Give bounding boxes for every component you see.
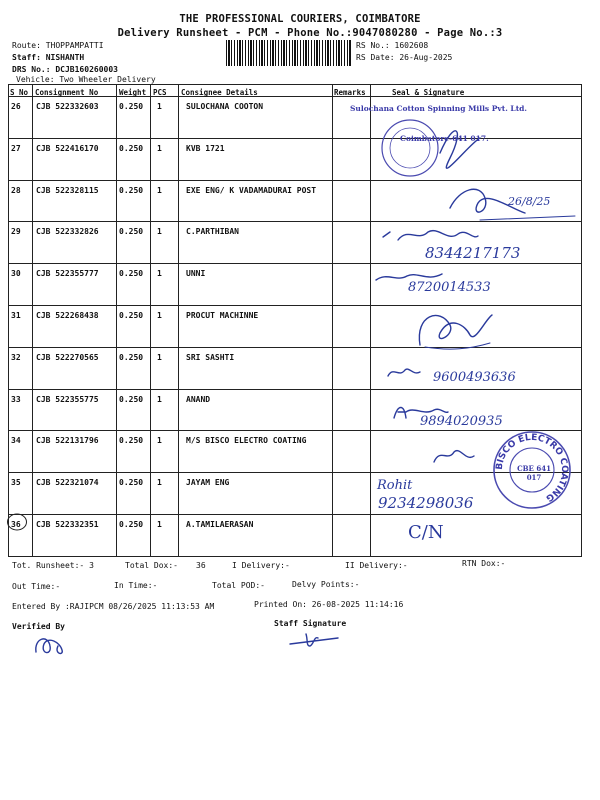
row-pcs: 1	[157, 436, 162, 446]
out-time: Out Time:-	[12, 582, 61, 591]
row-pcs: 1	[157, 520, 162, 529]
row-weight: 0.250	[119, 394, 144, 404]
rs-number: RS No.: 1602608	[356, 41, 429, 50]
col-sno: S No	[10, 88, 29, 97]
phone-row33: 9894020935	[420, 414, 503, 429]
row-sno: 27	[11, 143, 21, 153]
col-remarks: Remarks	[334, 88, 366, 97]
row-pcs: 1	[157, 143, 162, 153]
row-pcs: 1	[157, 185, 162, 195]
staff-signature-label: Staff Signature	[274, 619, 347, 628]
row-consignment-no: CJB 522268438	[36, 311, 99, 320]
rtn-dox: RTN Dox:-	[462, 559, 506, 568]
mark-row36: C/N	[408, 522, 444, 543]
row-sno: 33	[11, 394, 21, 404]
row-consignment-no: CJB 522328115	[36, 185, 99, 195]
row-sno: 36	[11, 520, 21, 529]
signature-row34	[430, 444, 480, 468]
row-consignee: UNNI	[186, 269, 206, 279]
row-consignment-no: CJB 522332826	[36, 227, 99, 237]
row-sno: 31	[11, 311, 21, 320]
total-dox-value: 36	[196, 561, 206, 570]
route-label: Route: THOPPAMPATTI	[12, 41, 104, 50]
phone-row29: 8344217173	[425, 244, 521, 262]
row-pcs: 1	[157, 311, 162, 320]
bisco-stamp-ring-text: BISCO ELECTRO COATING	[494, 432, 570, 503]
i-delivery: I Delivery:-	[232, 561, 290, 570]
row-consignment-no: CJB 522270565	[36, 352, 99, 362]
row-weight: 0.250	[119, 269, 144, 279]
row-weight: 0.250	[119, 352, 144, 362]
row-consignee: SRI SASHTI	[186, 352, 235, 362]
runsheet-subtitle: Delivery Runsheet - PCM - Phone No.:9047080280 - Page No.:3	[117, 27, 503, 39]
staff-signature	[286, 630, 346, 650]
row-consignee: JAYAM ENG	[186, 478, 230, 488]
row-consignment-no: CJB 522332351	[36, 520, 99, 529]
row-consignee: PROCUT MACHINNE	[186, 311, 259, 320]
row-sno: 32	[11, 352, 21, 362]
company-title: THE PROFESSIONAL COURIERS, COIMBATORE	[179, 13, 421, 25]
phone-row32: 9600493636	[433, 370, 516, 385]
row-pcs: 1	[157, 102, 162, 111]
total-pod: Total POD:-	[212, 581, 265, 590]
row-sno: 35	[11, 478, 21, 488]
tot-runsheet: Tot. Runsheet:- 3	[12, 561, 94, 570]
bisco-stamp-center: CBE 641 017	[517, 464, 551, 482]
row-weight: 0.250	[119, 311, 144, 320]
entered-by: Entered By :RAJIPCM 08/26/2025 11:13:53 AM	[12, 602, 215, 611]
row-weight: 0.250	[119, 478, 144, 488]
row-consignment-no: CJB 522131796	[36, 436, 99, 446]
row-consignee: SULOCHANA COOTON	[186, 102, 264, 111]
row-consignment-no: CJB 522355777	[36, 269, 99, 279]
row-consignee: EXE ENG/ K VADAMADURAI POST	[186, 185, 317, 195]
vehicle-label: Vehicle: Two Wheeler Delivery	[16, 75, 156, 84]
row-consignee: ANAND	[186, 394, 211, 404]
row-pcs: 1	[157, 394, 162, 404]
row-pcs: 1	[157, 478, 162, 488]
row-weight: 0.250	[119, 102, 144, 111]
row-weight: 0.250	[119, 227, 144, 237]
row-weight: 0.250	[119, 185, 144, 195]
staff-label: Staff: NISHANTH	[12, 53, 85, 62]
barcode	[226, 40, 352, 66]
circle-mark	[6, 512, 30, 532]
row-sno: 26	[11, 102, 21, 111]
sulochana-stamp-line1: Sulochana Cotton Spinning Mills Pvt. Ltd.	[350, 104, 528, 113]
row-weight: 0.250	[119, 436, 144, 446]
in-time: In Time:-	[114, 581, 158, 590]
row-consignment-no: CJB 522332603	[36, 102, 99, 111]
handwritten-date: 26/8/25	[508, 195, 551, 208]
row-sno: 29	[11, 227, 21, 237]
row-consignee: A.TAMILAERASAN	[186, 520, 254, 529]
delvy-points: Delvy Points:-	[292, 580, 360, 589]
row-consignee: C.PARTHIBAN	[186, 227, 239, 237]
rs-date: RS Date: 26-Aug-2025	[356, 53, 453, 62]
phone-row30: 8720014533	[408, 280, 491, 295]
row-consignee: KVB 1721	[186, 143, 225, 153]
signature-row32	[385, 362, 425, 384]
row-consignment-no: CJB 522321074	[36, 478, 99, 488]
phone-row35: 9234298036	[378, 494, 474, 512]
signature-row31	[410, 305, 500, 355]
sulochana-stamp-line2: Coimbatore-641 017.	[400, 134, 489, 143]
col-consignee: Consignee Details	[181, 88, 258, 97]
total-dox-label: Total Dox:-	[125, 561, 178, 570]
printed-on: Printed On: 26-08-2025 11:14:16	[254, 600, 404, 609]
verified-signature	[30, 632, 70, 658]
row-weight: 0.250	[119, 143, 144, 153]
row-pcs: 1	[157, 227, 162, 237]
verified-by-label: Verified By	[12, 622, 65, 631]
row-sno: 34	[11, 436, 21, 446]
row-sno: 28	[11, 185, 21, 195]
row-weight: 0.250	[119, 520, 144, 529]
drs-label: DRS No.: DCJB160260003	[12, 65, 118, 74]
col-seal-signature: Seal & Signature	[392, 88, 465, 97]
col-consignment: Consignment No	[35, 88, 99, 97]
row-consignment-no: CJB 522416170	[36, 143, 99, 153]
col-weight: Weight	[119, 88, 147, 97]
row-pcs: 1	[157, 269, 162, 279]
col-pcs: PCS	[153, 88, 167, 97]
row-pcs: 1	[157, 352, 162, 362]
row-consignee: M/S BISCO ELECTRO COATING	[186, 436, 307, 446]
row-sno: 30	[11, 269, 21, 279]
ii-delivery: II Delivery:-	[345, 561, 408, 570]
name-row35: Rohit	[377, 478, 413, 493]
row-consignment-no: CJB 522355775	[36, 394, 99, 404]
